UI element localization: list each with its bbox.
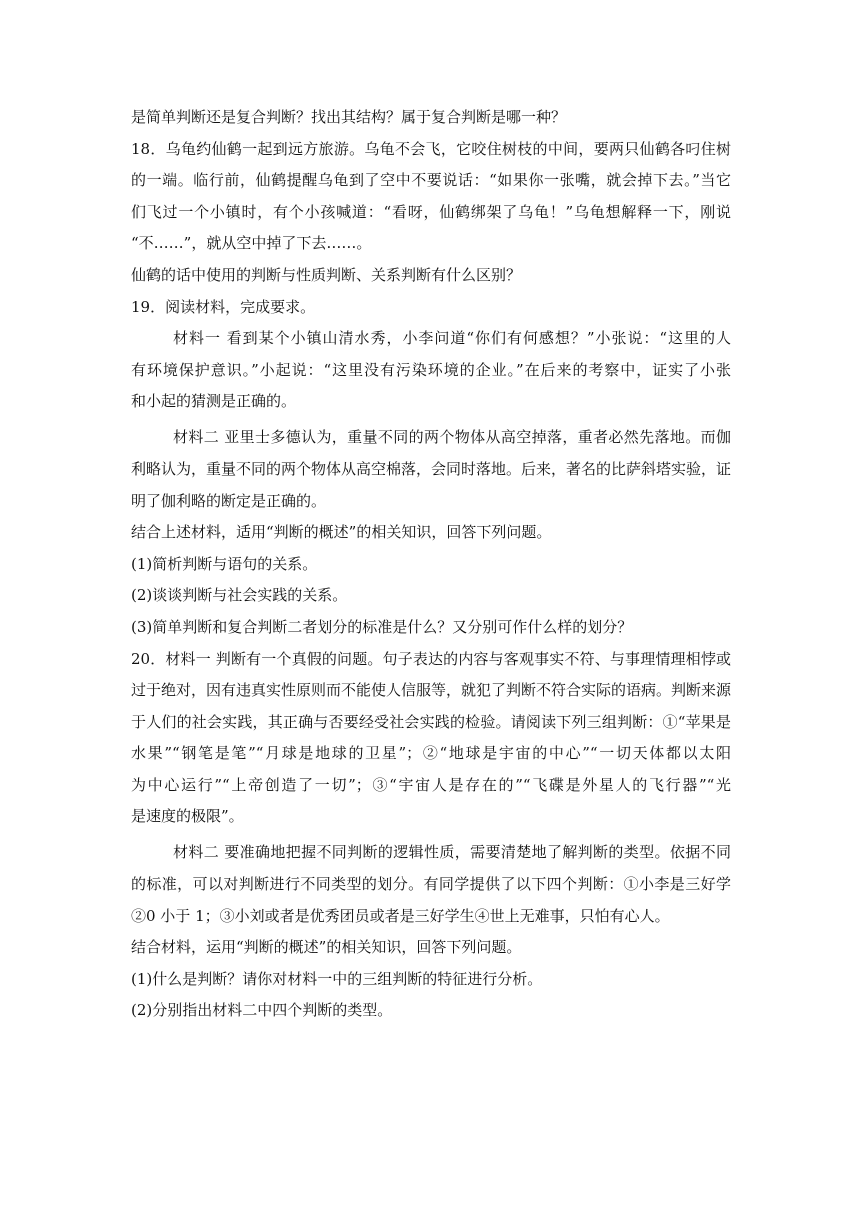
question-19-instruction: 结合上述材料，适用“判断的概述”的相关知识，回答下列问题。 [131,523,552,542]
question-20-text: 为中心运行”“上帝创造了一切”；③“宇宙人是存在的”“飞碟是外星人的飞行器”“光 [131,775,731,794]
material-two-text: 材料二 亚里士多德认为，重量不同的两个物体从高空掉落，重者必然先落地。而伽 [173,428,731,447]
sub-question-1: (1)什么是判断？请你对材料一中的三组判断的特征进行分析。 [131,969,543,988]
document-body [131,107,731,1032]
question-20-instruction: 结合材料，运用“判断的概述”的相关知识，回答下列问题。 [131,938,522,957]
question-18-text: 们飞过一个小镇时，有个小孩喊道：“看呀，仙鹤绑架了乌龟！”乌龟想解释一下，刚说 [131,202,731,221]
material-one-text: 有环境保护意识。”小起说：“这里没有污染环境的企业。”在后来的考察中，证实了小张 [131,360,731,379]
material-two-text: 明了伽利略的断定是正确的。 [131,491,327,510]
question-18-text: “不……”，就从空中掉了下去……。 [131,234,372,253]
sub-question-1: (1)简析判断与语句的关系。 [131,554,318,573]
question-17-continuation: 是简单判断还是复合判断？找出其结构？属于复合判断是哪一种？ [131,108,567,126]
question-18-text: 的一端。临行前，仙鹤提醒乌龟到了空中不要说话：“如果你一张嘴，就会掉下去。”当它 [131,171,731,190]
material-two-text: 的标准，可以对判断进行不同类型的划分。有同学提供了以下四个判断：①小李是三好学 [131,875,731,894]
question-19-title: 19．阅读材料，完成要求。 [131,297,316,316]
question-18-prompt: 仙鹤的话中使用的判断与性质判断、关系判断有什么区别？ [131,265,522,284]
sub-question-2: (2)分别指出材料二中四个判断的类型。 [131,1001,393,1020]
question-20-text: 过于绝对，因有违真实性原则而不能使人信服等，就犯了判断不符合实际的语病。判断来源 [131,681,731,700]
material-one-text: 材料一 看到某个小镇山清水秀，小李问道“你们有何感想？”小张说：“这里的人 [173,329,731,348]
material-two-text: 利略认为，重量不同的两个物体从高空棉落，会同时落地。后来，著名的比萨斜塔实验，证 [131,459,731,478]
sub-question-3: (3)简单判断和复合判断二者划分的标准是什么？又分别可作什么样的划分？ [131,617,633,636]
material-two-text: 材料二 要准确地把握不同判断的逻辑性质，需要清楚地了解判断的类型。依据不同 [173,843,731,862]
sub-question-2: (2)谈谈判断与社会实践的关系。 [131,586,348,605]
question-20-text: 于人们的社会实践，其正确与否要经受社会实践的检验。请阅读下列三组判断：①“苹果是 [131,712,731,731]
material-one-text: 和小起的猜测是正确的。 [131,392,297,411]
question-20-text: 水果”“钢笔是笔”“月球是地球的卫星”；②“地球是宇宙的中心”“一切天体都以太阳 [131,744,731,763]
question-20-text: 20．材料一 判断有一个真假的问题。句子表达的内容与客观事实不符、与事理情理相悖或 [131,649,731,668]
question-18-text: 18．乌龟约仙鹤一起到远方旅游。乌龟不会飞，它咬住树枝的中间，要两只仙鹤各叼住树 [131,139,731,158]
material-two-text: ②0 小于 1；③小刘或者是优秀团员或者是三好学生④世上无难事，只怕有心人。 [131,906,670,925]
question-20-text: 是速度的极限”。 [131,807,244,826]
